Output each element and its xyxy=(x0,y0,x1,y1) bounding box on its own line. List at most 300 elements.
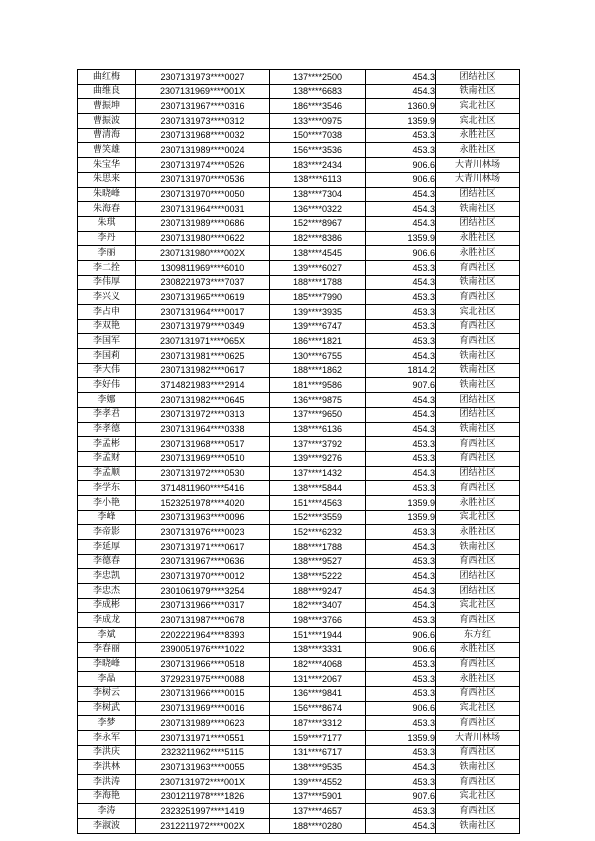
community-cell: 大青川林场 xyxy=(436,158,520,173)
phone-cell: 182****8386 xyxy=(270,231,366,246)
phone-cell: 137****4657 xyxy=(270,804,366,819)
amount-cell: 906.6 xyxy=(366,642,436,657)
name-cell: 曹振坤 xyxy=(78,99,136,114)
name-cell: 李学东 xyxy=(78,481,136,496)
community-cell: 永胜社区 xyxy=(436,143,520,158)
table-row xyxy=(78,349,520,364)
phone-cell: 138****9535 xyxy=(270,760,366,775)
name-cell: 李峰 xyxy=(78,510,136,525)
id-number-cell: 3729231975****0088 xyxy=(136,672,270,687)
community-cell: 育西社区 xyxy=(436,451,520,466)
table-row xyxy=(78,481,520,496)
name-cell: 朱思来 xyxy=(78,172,136,187)
table-row xyxy=(78,540,520,555)
name-cell: 朱晓峰 xyxy=(78,187,136,202)
phone-cell: 150****7038 xyxy=(270,128,366,143)
phone-cell: 139****6747 xyxy=(270,319,366,334)
name-cell: 李丽 xyxy=(78,246,136,261)
id-number-cell: 2390051976****1022 xyxy=(136,642,270,657)
id-number-cell: 2307131970****0536 xyxy=(136,172,270,187)
phone-cell: 188****0280 xyxy=(270,819,366,834)
id-number-cell: 2307131980****0622 xyxy=(136,231,270,246)
name-cell: 李国莉 xyxy=(78,349,136,364)
table-row xyxy=(78,246,520,261)
table-row xyxy=(78,495,520,510)
community-cell: 永胜社区 xyxy=(436,231,520,246)
amount-cell: 454.3 xyxy=(366,216,436,231)
id-number-cell: 2307131971****0617 xyxy=(136,540,270,555)
amount-cell: 453.3 xyxy=(366,775,436,790)
name-cell: 李洪林 xyxy=(78,760,136,775)
phone-cell: 137****9650 xyxy=(270,407,366,422)
table-row xyxy=(78,672,520,687)
table-row xyxy=(78,642,520,657)
id-number-cell: 2307131969****001X xyxy=(136,84,270,99)
community-cell: 育西社区 xyxy=(436,745,520,760)
community-cell: 宾北社区 xyxy=(436,598,520,613)
community-cell: 永胜社区 xyxy=(436,128,520,143)
amount-cell: 454.3 xyxy=(366,569,436,584)
amount-cell: 454.3 xyxy=(366,540,436,555)
name-cell: 李涛 xyxy=(78,804,136,819)
community-cell: 宾北社区 xyxy=(436,789,520,804)
table-row xyxy=(78,686,520,701)
community-cell: 永胜社区 xyxy=(436,672,520,687)
phone-cell: 156****3536 xyxy=(270,143,366,158)
community-cell: 铁南社区 xyxy=(436,378,520,393)
community-cell: 宾北社区 xyxy=(436,114,520,129)
community-cell: 育西社区 xyxy=(436,481,520,496)
community-cell: 永胜社区 xyxy=(436,642,520,657)
table-row xyxy=(78,613,520,628)
name-cell: 李孝君 xyxy=(78,407,136,422)
table-row xyxy=(78,701,520,716)
table-row xyxy=(78,789,520,804)
phone-cell: 152****6232 xyxy=(270,525,366,540)
table-row xyxy=(78,290,520,305)
community-cell: 团结社区 xyxy=(436,187,520,202)
table-row xyxy=(78,775,520,790)
amount-cell: 453.3 xyxy=(366,672,436,687)
id-number-cell: 3714821983****2914 xyxy=(136,378,270,393)
amount-cell: 1360.9 xyxy=(366,99,436,114)
name-cell: 曲维良 xyxy=(78,84,136,99)
community-cell: 育西社区 xyxy=(436,290,520,305)
id-number-cell: 2307131969****0016 xyxy=(136,701,270,716)
community-cell: 育西社区 xyxy=(436,657,520,672)
amount-cell: 1359.9 xyxy=(366,730,436,745)
amount-cell: 454.3 xyxy=(366,819,436,834)
table-row xyxy=(78,466,520,481)
id-number-cell: 2307131967****0636 xyxy=(136,554,270,569)
id-number-cell: 2307131989****0024 xyxy=(136,143,270,158)
community-cell: 育西社区 xyxy=(436,686,520,701)
name-cell: 李洪庆 xyxy=(78,745,136,760)
id-number-cell: 2307131972****0530 xyxy=(136,466,270,481)
community-cell: 永胜社区 xyxy=(436,525,520,540)
amount-cell: 453.3 xyxy=(366,554,436,569)
phone-cell: 156****8674 xyxy=(270,701,366,716)
amount-cell: 906.6 xyxy=(366,172,436,187)
table-row xyxy=(78,437,520,452)
amount-cell: 1359.9 xyxy=(366,114,436,129)
id-number-cell: 2307131989****0623 xyxy=(136,716,270,731)
phone-cell: 159****7177 xyxy=(270,730,366,745)
community-cell: 宾北社区 xyxy=(436,701,520,716)
phone-cell: 152****3559 xyxy=(270,510,366,525)
community-cell: 宾北社区 xyxy=(436,305,520,320)
id-number-cell: 2307131969****0510 xyxy=(136,451,270,466)
community-cell: 铁南社区 xyxy=(436,202,520,217)
id-number-cell: 2312211972****002X xyxy=(136,819,270,834)
community-cell: 育西社区 xyxy=(436,775,520,790)
phone-cell: 188****1862 xyxy=(270,363,366,378)
id-number-cell: 2307131963****0055 xyxy=(136,760,270,775)
amount-cell: 453.3 xyxy=(366,319,436,334)
id-number-cell: 2307131987****0678 xyxy=(136,613,270,628)
name-cell: 曹清海 xyxy=(78,128,136,143)
table-row xyxy=(78,319,520,334)
phone-cell: 137****3792 xyxy=(270,437,366,452)
id-number-cell: 2307131966****0317 xyxy=(136,598,270,613)
table-row xyxy=(78,216,520,231)
name-cell: 李娜 xyxy=(78,393,136,408)
id-number-cell: 2307131964****0031 xyxy=(136,202,270,217)
phone-cell: 185****7990 xyxy=(270,290,366,305)
table-row xyxy=(78,158,520,173)
name-cell: 李树武 xyxy=(78,701,136,716)
phone-cell: 139****6027 xyxy=(270,260,366,275)
amount-cell: 454.3 xyxy=(366,760,436,775)
community-cell: 铁南社区 xyxy=(436,275,520,290)
name-cell: 李占申 xyxy=(78,305,136,320)
phone-cell: 183****2434 xyxy=(270,158,366,173)
phone-cell: 198****3766 xyxy=(270,613,366,628)
table-row xyxy=(78,114,520,129)
id-number-cell: 2307131971****0551 xyxy=(136,730,270,745)
amount-cell: 453.3 xyxy=(366,260,436,275)
table-row xyxy=(78,525,520,540)
community-cell: 团结社区 xyxy=(436,70,520,85)
name-cell: 李双艳 xyxy=(78,319,136,334)
phone-cell: 130****6755 xyxy=(270,349,366,364)
phone-cell: 186****1821 xyxy=(270,334,366,349)
phone-cell: 188****9247 xyxy=(270,584,366,599)
table-row xyxy=(78,657,520,672)
id-number-cell: 2307131972****0313 xyxy=(136,407,270,422)
id-number-cell: 2323211962****5115 xyxy=(136,745,270,760)
community-cell: 大青川林场 xyxy=(436,172,520,187)
name-cell: 李二拴 xyxy=(78,260,136,275)
phone-cell: 186****3546 xyxy=(270,99,366,114)
phone-cell: 181****9586 xyxy=(270,378,366,393)
name-cell: 朱宝华 xyxy=(78,158,136,173)
table-row xyxy=(78,231,520,246)
name-cell: 朱海春 xyxy=(78,202,136,217)
amount-cell: 454.3 xyxy=(366,70,436,85)
name-cell: 李忠杰 xyxy=(78,584,136,599)
phone-cell: 138****6136 xyxy=(270,422,366,437)
table-row xyxy=(78,584,520,599)
amount-cell: 454.3 xyxy=(366,187,436,202)
id-number-cell: 2307131976****0023 xyxy=(136,525,270,540)
table-row xyxy=(78,393,520,408)
amount-cell: 453.3 xyxy=(366,686,436,701)
community-cell: 宾北社区 xyxy=(436,99,520,114)
amount-cell: 453.3 xyxy=(366,745,436,760)
phone-cell: 137****5901 xyxy=(270,789,366,804)
id-number-cell: 2307131963****0096 xyxy=(136,510,270,525)
table-row xyxy=(78,819,520,834)
phone-cell: 139****4552 xyxy=(270,775,366,790)
id-number-cell: 2307131980****002X xyxy=(136,246,270,261)
phone-cell: 152****8967 xyxy=(270,216,366,231)
name-cell: 曹振波 xyxy=(78,114,136,129)
phone-cell: 138****4545 xyxy=(270,246,366,261)
table-row xyxy=(78,730,520,745)
table-row xyxy=(78,451,520,466)
name-cell: 李春丽 xyxy=(78,642,136,657)
id-number-cell: 2307131967****0316 xyxy=(136,99,270,114)
community-cell: 育西社区 xyxy=(436,554,520,569)
id-number-cell: 2323251997****1419 xyxy=(136,804,270,819)
id-number-cell: 2307131982****0645 xyxy=(136,393,270,408)
id-number-cell: 2202221964****8393 xyxy=(136,628,270,643)
name-cell: 李忠凯 xyxy=(78,569,136,584)
table-row xyxy=(78,378,520,393)
name-cell: 朱琪 xyxy=(78,216,136,231)
phone-cell: 182****4068 xyxy=(270,657,366,672)
table-row xyxy=(78,716,520,731)
phone-cell: 182****3407 xyxy=(270,598,366,613)
id-number-cell: 2307131989****0686 xyxy=(136,216,270,231)
community-cell: 育西社区 xyxy=(436,613,520,628)
phone-cell: 151****1944 xyxy=(270,628,366,643)
community-cell: 育西社区 xyxy=(436,319,520,334)
phone-cell: 138****5222 xyxy=(270,569,366,584)
name-cell: 李树云 xyxy=(78,686,136,701)
phone-cell: 131****6717 xyxy=(270,745,366,760)
roster-body xyxy=(78,70,520,834)
amount-cell: 453.3 xyxy=(366,481,436,496)
id-number-cell: 2307131964****0338 xyxy=(136,422,270,437)
phone-cell: 133****0975 xyxy=(270,114,366,129)
name-cell: 李孟财 xyxy=(78,451,136,466)
amount-cell: 1359.9 xyxy=(366,495,436,510)
amount-cell: 453.3 xyxy=(366,334,436,349)
table-row xyxy=(78,569,520,584)
id-number-cell: 2307131966****0015 xyxy=(136,686,270,701)
id-number-cell: 2307131966****0518 xyxy=(136,657,270,672)
name-cell: 李成彬 xyxy=(78,598,136,613)
amount-cell: 454.3 xyxy=(366,466,436,481)
community-cell: 铁南社区 xyxy=(436,363,520,378)
amount-cell: 454.3 xyxy=(366,84,436,99)
phone-cell: 138****7304 xyxy=(270,187,366,202)
id-number-cell: 2301061979****3254 xyxy=(136,584,270,599)
community-cell: 团结社区 xyxy=(436,466,520,481)
id-number-cell: 2307131964****0017 xyxy=(136,305,270,320)
id-number-cell: 2307131965****0619 xyxy=(136,290,270,305)
amount-cell: 454.3 xyxy=(366,202,436,217)
amount-cell: 453.3 xyxy=(366,451,436,466)
community-cell: 团结社区 xyxy=(436,569,520,584)
community-cell: 铁南社区 xyxy=(436,349,520,364)
table-row xyxy=(78,628,520,643)
community-cell: 团结社区 xyxy=(436,216,520,231)
community-cell: 育西社区 xyxy=(436,334,520,349)
id-number-cell: 2307131982****0617 xyxy=(136,363,270,378)
amount-cell: 453.3 xyxy=(366,143,436,158)
name-cell: 曲红梅 xyxy=(78,70,136,85)
amount-cell: 907.6 xyxy=(366,378,436,393)
table-row xyxy=(78,334,520,349)
amount-cell: 453.3 xyxy=(366,716,436,731)
table-row xyxy=(78,275,520,290)
amount-cell: 453.3 xyxy=(366,305,436,320)
id-number-cell: 2307131972****001X xyxy=(136,775,270,790)
name-cell: 李孟顺 xyxy=(78,466,136,481)
amount-cell: 1814.2 xyxy=(366,363,436,378)
id-number-cell: 2307131970****0012 xyxy=(136,569,270,584)
amount-cell: 454.3 xyxy=(366,407,436,422)
community-cell: 宾北社区 xyxy=(436,510,520,525)
name-cell: 李延厚 xyxy=(78,540,136,555)
amount-cell: 906.6 xyxy=(366,628,436,643)
name-cell: 李斌 xyxy=(78,628,136,643)
id-number-cell: 2307131974****0526 xyxy=(136,158,270,173)
name-cell: 李大伟 xyxy=(78,363,136,378)
name-cell: 李国军 xyxy=(78,334,136,349)
id-number-cell: 2308221973****7037 xyxy=(136,275,270,290)
table-row xyxy=(78,510,520,525)
community-cell: 铁南社区 xyxy=(436,540,520,555)
id-number-cell: 2307131973****0312 xyxy=(136,114,270,129)
id-number-cell: 2307131973****0027 xyxy=(136,70,270,85)
table-row xyxy=(78,187,520,202)
table-row xyxy=(78,598,520,613)
table-row xyxy=(78,554,520,569)
table-row xyxy=(78,745,520,760)
table-row xyxy=(78,70,520,85)
phone-cell: 139****3935 xyxy=(270,305,366,320)
amount-cell: 454.3 xyxy=(366,349,436,364)
table-row xyxy=(78,804,520,819)
name-cell: 李孟彬 xyxy=(78,437,136,452)
name-cell: 李永军 xyxy=(78,730,136,745)
name-cell: 李小艳 xyxy=(78,495,136,510)
amount-cell: 453.3 xyxy=(366,804,436,819)
amount-cell: 907.6 xyxy=(366,789,436,804)
community-cell: 育西社区 xyxy=(436,260,520,275)
amount-cell: 454.3 xyxy=(366,598,436,613)
table-row xyxy=(78,128,520,143)
name-cell: 李海艳 xyxy=(78,789,136,804)
community-cell: 永胜社区 xyxy=(436,246,520,261)
name-cell: 李伟厚 xyxy=(78,275,136,290)
phone-cell: 138****9527 xyxy=(270,554,366,569)
phone-cell: 188****1788 xyxy=(270,540,366,555)
table-row xyxy=(78,202,520,217)
name-cell: 李德春 xyxy=(78,554,136,569)
table-row xyxy=(78,172,520,187)
table-row xyxy=(78,260,520,275)
phone-cell: 187****3312 xyxy=(270,716,366,731)
name-cell: 李洪涛 xyxy=(78,775,136,790)
table-row xyxy=(78,760,520,775)
amount-cell: 453.3 xyxy=(366,290,436,305)
id-number-cell: 2307131968****0032 xyxy=(136,128,270,143)
table-row xyxy=(78,143,520,158)
table-row xyxy=(78,84,520,99)
table-row xyxy=(78,99,520,114)
amount-cell: 454.3 xyxy=(366,393,436,408)
name-cell: 李淑波 xyxy=(78,819,136,834)
community-cell: 铁南社区 xyxy=(436,819,520,834)
phone-cell: 137****1432 xyxy=(270,466,366,481)
name-cell: 李晓峰 xyxy=(78,657,136,672)
id-number-cell: 2301211978****1826 xyxy=(136,789,270,804)
phone-cell: 131****2067 xyxy=(270,672,366,687)
id-number-cell: 2307131979****0349 xyxy=(136,319,270,334)
table-row xyxy=(78,422,520,437)
amount-cell: 453.3 xyxy=(366,128,436,143)
amount-cell: 454.3 xyxy=(366,584,436,599)
name-cell: 李好伟 xyxy=(78,378,136,393)
amount-cell: 906.6 xyxy=(366,246,436,261)
id-number-cell: 1523251978****4020 xyxy=(136,495,270,510)
id-number-cell: 2307131971****065X xyxy=(136,334,270,349)
id-number-cell: 2307131970****0050 xyxy=(136,187,270,202)
community-cell: 永胜社区 xyxy=(436,495,520,510)
amount-cell: 906.6 xyxy=(366,701,436,716)
amount-cell: 453.3 xyxy=(366,525,436,540)
name-cell: 李帝影 xyxy=(78,525,136,540)
phone-cell: 188****1788 xyxy=(270,275,366,290)
phone-cell: 136****9875 xyxy=(270,393,366,408)
amount-cell: 1359.9 xyxy=(366,231,436,246)
table-row xyxy=(78,363,520,378)
amount-cell: 454.3 xyxy=(366,275,436,290)
phone-cell: 138****6683 xyxy=(270,84,366,99)
phone-cell: 138****5844 xyxy=(270,481,366,496)
phone-cell: 139****9276 xyxy=(270,451,366,466)
amount-cell: 454.3 xyxy=(366,422,436,437)
community-cell: 育西社区 xyxy=(436,804,520,819)
phone-cell: 136****0322 xyxy=(270,202,366,217)
phone-cell: 138****6113 xyxy=(270,172,366,187)
amount-cell: 1359.9 xyxy=(366,510,436,525)
community-cell: 育西社区 xyxy=(436,437,520,452)
roster-table xyxy=(77,69,520,834)
amount-cell: 453.3 xyxy=(366,437,436,452)
amount-cell: 453.3 xyxy=(366,657,436,672)
phone-cell: 136****9841 xyxy=(270,686,366,701)
id-number-cell: 3714811960****5416 xyxy=(136,481,270,496)
amount-cell: 453.3 xyxy=(366,613,436,628)
id-number-cell: 2307131968****0517 xyxy=(136,437,270,452)
name-cell: 李兴义 xyxy=(78,290,136,305)
community-cell: 育西社区 xyxy=(436,716,520,731)
phone-cell: 151****4563 xyxy=(270,495,366,510)
community-cell: 团结社区 xyxy=(436,584,520,599)
id-number-cell: 1309811969****6010 xyxy=(136,260,270,275)
name-cell: 李成龙 xyxy=(78,613,136,628)
phone-cell: 137****2500 xyxy=(270,70,366,85)
community-cell: 东方红 xyxy=(436,628,520,643)
phone-cell: 138****3331 xyxy=(270,642,366,657)
community-cell: 大青川林场 xyxy=(436,730,520,745)
